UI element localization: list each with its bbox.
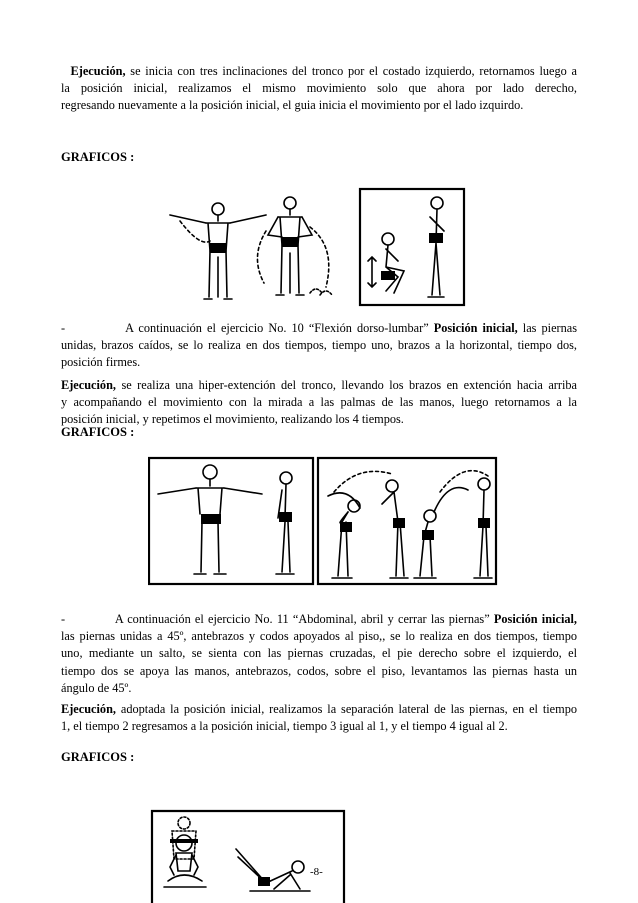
heading-graficos-1: GRAFICOS : — [61, 150, 135, 164]
bullet-dash: - — [61, 612, 66, 626]
heading-graficos-3: GRAFICOS : — [61, 750, 135, 764]
p2-line-2: unidas, brazos caídos, se lo realiza en dos tiempos, tiempo uno, brazos a la horizontal, tiempo dos, — [61, 338, 577, 353]
p1-line-1: se inicia con tres inclinaciones del tronco por el costado izquierdo, retornamos luego a — [130, 64, 577, 78]
label-ejecucion: Ejecución, — [70, 64, 126, 78]
p5-line-2: 1, el tiempo 2 regresamos a la posición inicial, tiempo 3 igual al 1, y el tiempo 4 igual al 2. — [61, 719, 508, 734]
bullet-dash: - — [61, 321, 66, 335]
figure-exercise-11 — [150, 809, 346, 903]
p4-line-4: tiempo dos se apoya las manos, antebrazos, codos, sobre el piso, levantamos las piernas hasta un — [61, 663, 577, 678]
heading-graficos-2: GRAFICOS : — [61, 425, 135, 439]
p3-line-1: se realiza una hiper-extención del tronco, llevando los brazos en extención hacia arriba — [121, 378, 577, 392]
p4-line-5: ángulo de 45º. — [61, 680, 132, 695]
exercise-9-illustration — [160, 187, 470, 307]
p1-line-3: regresando nuevamente a la posición inicial, el guia inicia el movimiento por el lado izquirdo. — [61, 98, 524, 113]
p3-line-3: posición inicial, y repetimos el movimiento, realizando los 4 tiempos. — [61, 412, 404, 427]
exercise-11-illustration — [150, 809, 346, 903]
exercise-10-illustration — [148, 456, 498, 586]
label-posicion-inicial: Posición inicial, — [493, 612, 577, 626]
label-ejecucion: Ejecución, — [61, 378, 116, 392]
paragraph-ejecucion-2 — [61, 377, 577, 429]
label-ejecucion: Ejecución, — [61, 702, 116, 716]
p4-intro: A continuación el ejercicio No. 11 “Abdominal, abril y cerrar las piernas” — [114, 612, 490, 626]
figure-exercise-9 — [160, 187, 470, 307]
p2-tail: las piernas — [522, 321, 578, 335]
p5-line-1: adoptada la posición inicial, realizamos la separación lateral de las piernas, en el tiempo — [120, 702, 578, 716]
paragraph-ejecucion-1 — [61, 63, 577, 115]
figure-exercise-10 — [148, 456, 498, 586]
paragraph-ejecucion-3 — [61, 701, 577, 735]
page-number: -8- — [310, 866, 323, 878]
paragraph-ejercicio-10 — [61, 320, 577, 372]
label-posicion-inicial: Posición inicial, — [433, 321, 518, 335]
p2-intro: A continuación el ejercicio No. 10 “Flexión dorso-lumbar” — [125, 321, 429, 335]
p2-line-3: posición firmes. — [61, 355, 141, 370]
p1-line-2: la posición inicial, realizamos el mismo movimiento solo que ahora por lado derecho, — [61, 81, 577, 96]
paragraph-ejercicio-11 — [61, 611, 577, 697]
p4-line-3: uno, mediante un salto, se sienta con las piernas cruzadas, el pie derecho sobre el izquierdo, el — [61, 646, 577, 661]
p3-line-2: y acompañando el movimiento con la mirada a las palmas de las manos, luego retornamos a la — [61, 395, 577, 410]
p4-line-2: las piernas unidas a 45º, antebrazos y codos apoyados al piso,, se lo realiza en dos tiempos, tiempo — [61, 629, 577, 644]
